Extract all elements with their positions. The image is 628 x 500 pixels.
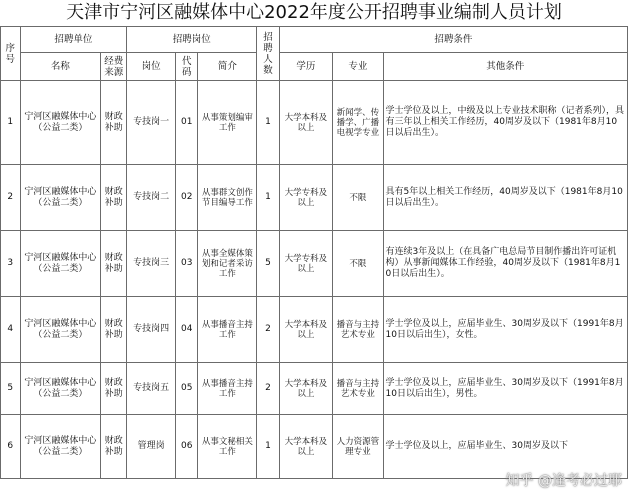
intro-cell: 从事文秘相关工作 <box>198 415 257 479</box>
count-cell: 1 <box>257 415 279 479</box>
count-cell: 2 <box>257 297 279 363</box>
other-conditions-cell: 具有5年以上相关工作经历，40周岁及以下（1981年8月10日以后出生）。 <box>383 165 627 231</box>
document-title: 天津市宁河区融媒体中心2022年度公开招聘事业编制人员计划 <box>66 2 562 23</box>
other-conditions-cell: 学士学位及以上，应届毕业生、30周岁及以下（1991年8月10日以后出生），男性。 <box>383 363 627 415</box>
unit-name-cell: 宁河区融媒体中心（公益二类） <box>20 165 101 231</box>
header-major: 专业 <box>333 53 383 81</box>
header-seq: 序号 <box>1 27 21 81</box>
count-cell: 1 <box>257 165 279 231</box>
funding-cell: 财政补助 <box>101 415 127 479</box>
major-cell: 不限 <box>333 165 383 231</box>
seq-cell: 2 <box>1 165 21 231</box>
code-cell: 01 <box>176 81 198 165</box>
header-other: 其他条件 <box>383 53 627 81</box>
intro-cell: 从事全媒体策划和记者采访工作 <box>198 231 257 297</box>
major-cell: 不限 <box>333 231 383 297</box>
header-intro: 简介 <box>198 53 257 81</box>
header-post-group: 招聘岗位 <box>127 27 257 53</box>
major-cell: 播音与主持艺术专业 <box>333 297 383 363</box>
header-unit-name: 名称 <box>20 53 101 81</box>
header-row-1 <box>1 27 628 53</box>
post-cell: 专技岗二 <box>127 165 176 231</box>
header-edu: 学历 <box>279 53 332 81</box>
seq-cell: 5 <box>1 363 21 415</box>
other-conditions-cell: 学士学位及以上，中级及以上专业技术职称（记者系列），具有三年以上相关工作经历，40周岁及以下（1981年8月10日以后出生）。 <box>383 81 627 165</box>
header-count: 招聘人数 <box>257 27 279 81</box>
header-row-2 <box>1 53 628 81</box>
seq-cell: 4 <box>1 297 21 363</box>
header-code: 代码 <box>176 53 198 81</box>
edu-cell: 大学专科及以上 <box>279 231 332 297</box>
code-cell: 06 <box>176 415 198 479</box>
count-cell: 2 <box>257 363 279 415</box>
table-row <box>1 297 628 363</box>
post-cell: 专技岗一 <box>127 81 176 165</box>
table-row <box>1 165 628 231</box>
funding-cell: 财政补助 <box>101 297 127 363</box>
edu-cell: 大学本科及以上 <box>279 363 332 415</box>
edu-cell: 大学专科及以上 <box>279 165 332 231</box>
post-cell: 专技岗三 <box>127 231 176 297</box>
code-cell: 05 <box>176 363 198 415</box>
table-row <box>1 81 628 165</box>
intro-cell: 从事群文创作节目编导工作 <box>198 165 257 231</box>
major-cell: 播音与主持艺术专业 <box>333 363 383 415</box>
funding-cell: 财政补助 <box>101 363 127 415</box>
seq-cell: 3 <box>1 231 21 297</box>
major-cell: 新闻学、传播学、广播电视学专业 <box>333 81 383 165</box>
code-cell: 04 <box>176 297 198 363</box>
unit-name-cell: 宁河区融媒体中心（公益二类） <box>20 297 101 363</box>
post-cell: 专技岗五 <box>127 363 176 415</box>
header-unit-group: 招聘单位 <box>20 27 127 53</box>
table-row <box>1 363 628 415</box>
intro-cell: 从事播音主持工作 <box>198 297 257 363</box>
unit-name-cell: 宁河区融媒体中心（公益二类） <box>20 415 101 479</box>
major-cell: 人力资源管理专业 <box>333 415 383 479</box>
edu-cell: 大学本科及以上 <box>279 81 332 165</box>
header-post: 岗位 <box>127 53 176 81</box>
other-conditions-cell: 有连续3年及以上（在具备广电总局节目制作播出许可证机构）从事新闻媒体工作经验，40周岁及以下（1981年8月10日以后出生）。 <box>383 231 627 297</box>
funding-cell: 财政补助 <box>101 165 127 231</box>
intro-cell: 从事策划编审工作 <box>198 81 257 165</box>
other-conditions-cell: 学士学位及以上，应届毕业生、30周岁及以下 <box>383 415 627 479</box>
unit-name-cell: 宁河区融媒体中心（公益二类） <box>20 231 101 297</box>
funding-cell: 财政补助 <box>101 81 127 165</box>
table-row <box>1 231 628 297</box>
header-cond-group: 招聘条件 <box>279 27 627 53</box>
count-cell: 1 <box>257 81 279 165</box>
funding-cell: 财政补助 <box>101 231 127 297</box>
edu-cell: 大学本科及以上 <box>279 415 332 479</box>
seq-cell: 6 <box>1 415 21 479</box>
watermark: 知乎 @逢考必过耶 <box>505 473 622 489</box>
other-conditions-cell: 学士学位及以上，应届毕业生、30周岁及以下（1991年8月10日以后出生），女性。 <box>383 297 627 363</box>
post-cell: 管理岗 <box>127 415 176 479</box>
count-cell: 5 <box>257 231 279 297</box>
post-cell: 专技岗四 <box>127 297 176 363</box>
header-funding: 经费来源 <box>101 53 127 81</box>
edu-cell: 大学本科及以上 <box>279 297 332 363</box>
unit-name-cell: 宁河区融媒体中心（公益二类） <box>20 81 101 165</box>
code-cell: 03 <box>176 231 198 297</box>
table-row <box>1 415 628 479</box>
intro-cell: 从事播音主持工作 <box>198 363 257 415</box>
recruitment-table <box>0 26 628 479</box>
code-cell: 02 <box>176 165 198 231</box>
unit-name-cell: 宁河区融媒体中心（公益二类） <box>20 363 101 415</box>
seq-cell: 1 <box>1 81 21 165</box>
